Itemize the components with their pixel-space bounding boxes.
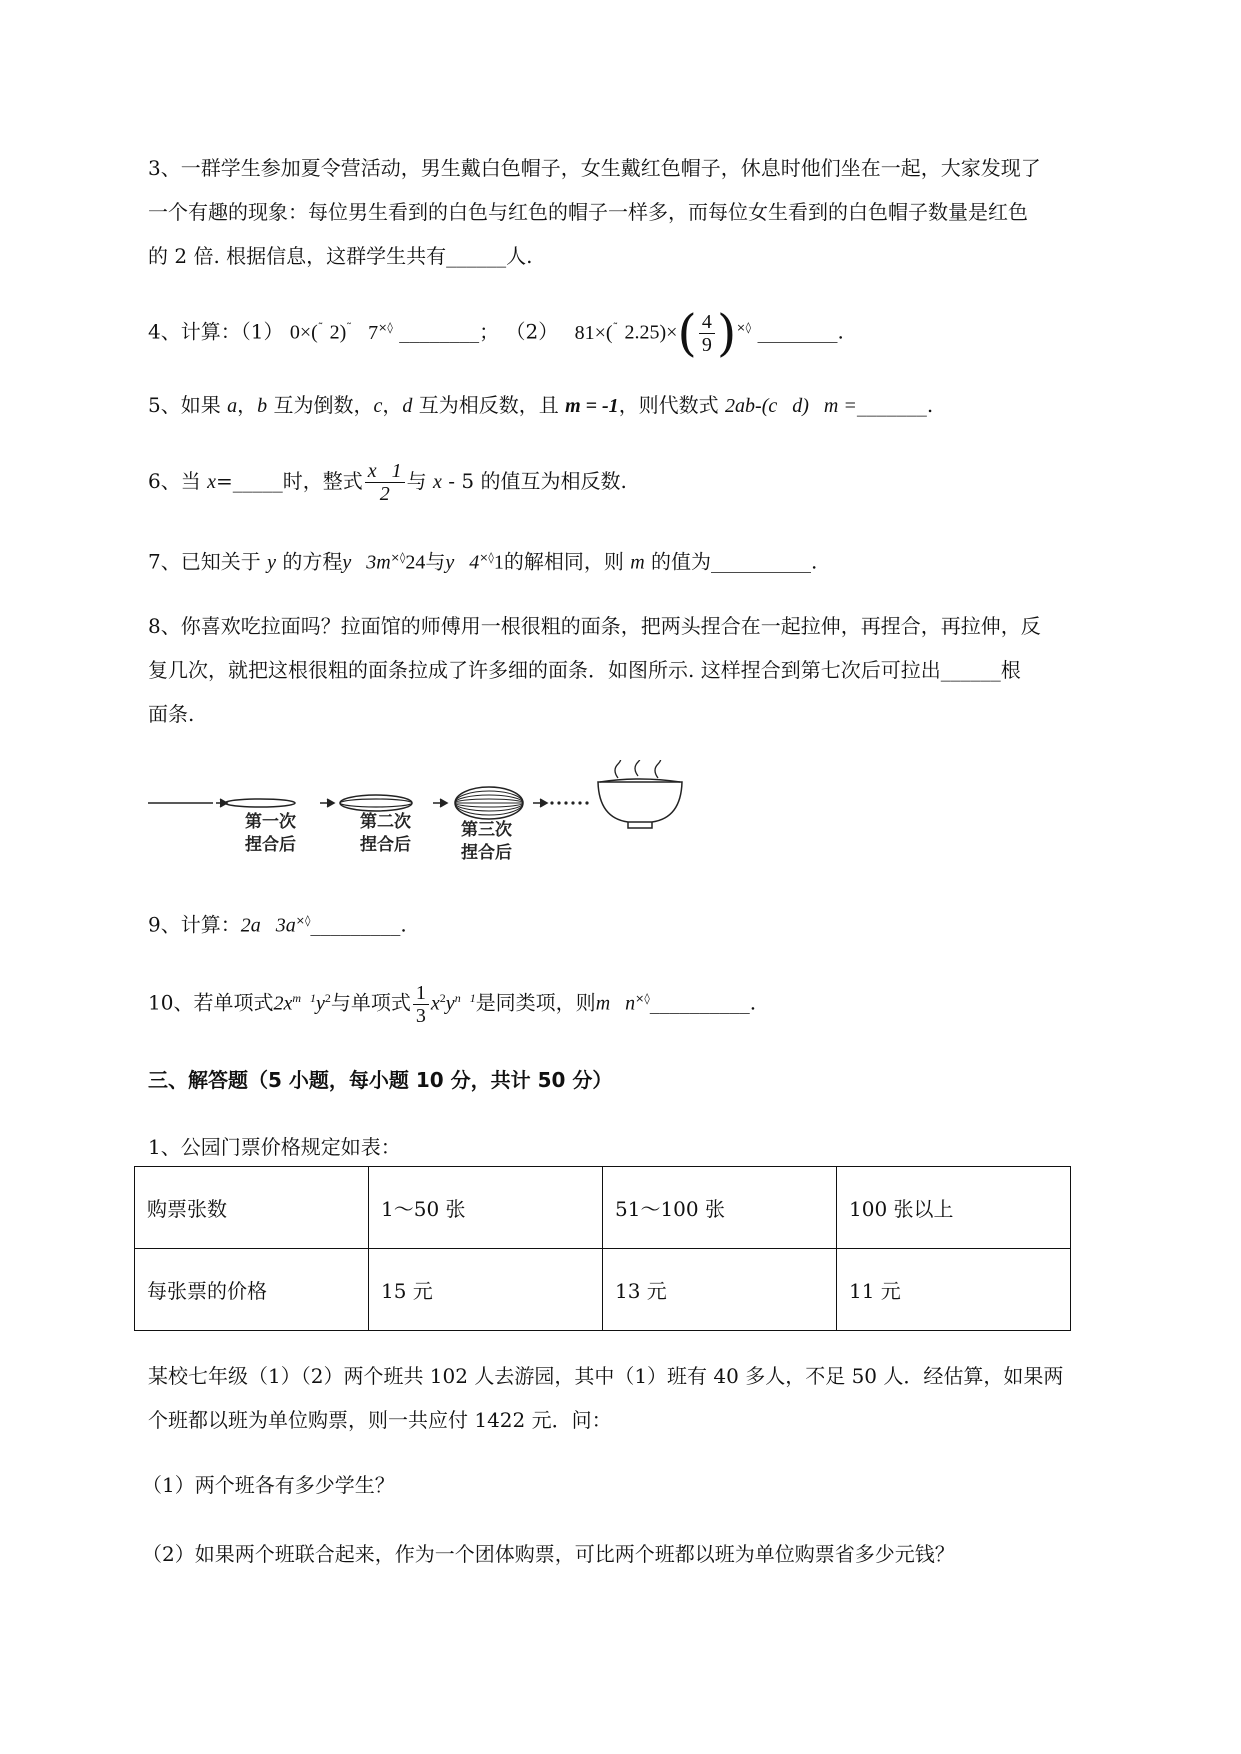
question-8-line-1: 8、你喜欢吃拉面吗？拉面馆的师傅用一根很粗的面条，把两头捏合在一起拉伸，再捏合，再拉伸，反 bbox=[148, 614, 1041, 638]
problem-1-line-1: 某校七年级（1）（2）两个班共 102 人去游园，其中（1）班有 40 多人，不足 50 人．经估算，如果两 bbox=[148, 1364, 1064, 1388]
question-7-text: 与 bbox=[425, 549, 446, 574]
bowl-icon bbox=[598, 760, 682, 828]
noodle-figure bbox=[148, 760, 708, 875]
question-7-text: 的方程 bbox=[275, 549, 343, 574]
ticket-price-table bbox=[134, 1166, 1071, 1331]
var-b: b bbox=[257, 395, 268, 417]
question-8-line-3: 面条. bbox=[148, 702, 195, 726]
question-10-text: 是同类项，则 bbox=[475, 990, 596, 1015]
monomial-2-exponent: 2 bbox=[439, 991, 446, 1005]
question-4-expr-1b: 2) bbox=[329, 321, 347, 344]
noodle-loop-3 bbox=[455, 787, 523, 819]
question-8-line-2: 复几次，就把这根很粗的面条拉成了许多细的面条．如图所示. 这样捏合到第七次后可拉出______根 bbox=[148, 658, 1021, 682]
var-d: d bbox=[402, 395, 413, 417]
question-7-text: 的值为__________. bbox=[644, 549, 818, 574]
question-6-text: 与 bbox=[406, 469, 433, 493]
question-10-fraction bbox=[413, 982, 429, 1027]
dots-icon bbox=[550, 801, 588, 804]
table-cell: 1～50 张 bbox=[369, 1167, 603, 1249]
fraction-numerator: x 1 bbox=[365, 460, 405, 483]
monomial-1-y-exponent: 2 bbox=[324, 991, 331, 1005]
noodle-loop-1 bbox=[225, 799, 295, 807]
figure-label-3a: 第三次 bbox=[461, 820, 512, 840]
figure-label-2b: 捏合后 bbox=[360, 835, 411, 855]
var-x: x bbox=[207, 471, 216, 493]
noodle-loop-2-inner bbox=[340, 799, 412, 807]
question-8 bbox=[148, 610, 1148, 731]
left-paren-icon: ( bbox=[677, 304, 697, 363]
question-9-expression: 2a 3a bbox=[240, 914, 296, 937]
arrow-icon bbox=[533, 799, 547, 807]
question-5-text: ， bbox=[237, 393, 258, 417]
question-4-prefix: 4、计算：（1） bbox=[148, 319, 284, 344]
arrow-icon bbox=[433, 799, 447, 807]
question-6 bbox=[148, 458, 1148, 505]
question-5 bbox=[148, 389, 1148, 423]
question-7-text: 的解相同，则 bbox=[503, 549, 631, 574]
table-cell: 购票张数 bbox=[135, 1167, 369, 1249]
question-7-text: 7、已知关于 bbox=[148, 549, 268, 574]
table-cell: 11 元 bbox=[837, 1249, 1071, 1331]
right-paren-icon: ) bbox=[716, 304, 737, 363]
question-10-expression: m n bbox=[595, 992, 636, 1015]
monomial-2-y-exponent: n 1 bbox=[454, 991, 476, 1005]
table-cell: 13 元 bbox=[603, 1249, 837, 1331]
figure-label-1a: 第一次 bbox=[245, 812, 296, 832]
question-9: 9、计算：2a 3a×◊_________. bbox=[148, 912, 407, 937]
algebraic-expression: 2ab-(c d) m = bbox=[725, 395, 857, 417]
monomial-2-y: y bbox=[445, 992, 455, 1015]
question-4-expr-1c: 7 bbox=[368, 321, 379, 344]
figure-label-1b: 捏合后 bbox=[245, 835, 296, 855]
question-5-text: ， bbox=[382, 393, 403, 417]
monomial-2: x bbox=[430, 992, 440, 1015]
table-cell: 100 张以上 bbox=[837, 1167, 1071, 1249]
question-7: 7、已知关于 y 的方程y 3m×◊24与y 4×◊1的解相同，则 m 的值为__________. bbox=[148, 549, 818, 574]
fraction-denominator: 9 bbox=[701, 333, 712, 356]
equation-1: y 3m bbox=[342, 551, 391, 574]
question-4: 4、计算：（1） 0×(˜ 2)˜ 7×◊ ________； （2） 81×(˜ 2.25)×( $\frac{4}{9}$ )×◊ ________. bbox=[148, 304, 844, 363]
fraction-denominator: 2 bbox=[379, 483, 390, 505]
question-10-blank: __________. bbox=[649, 990, 757, 1015]
question-6-fraction bbox=[365, 460, 405, 505]
var-m: m bbox=[630, 551, 645, 574]
figure-label-2a: 第二次 bbox=[360, 812, 411, 832]
question-4-fraction bbox=[699, 311, 715, 356]
var-a: a bbox=[227, 395, 238, 417]
fraction-numerator: 4 bbox=[699, 311, 715, 334]
question-9-blank: _________. bbox=[310, 912, 407, 937]
var-y: y bbox=[267, 551, 276, 574]
problem-1-paragraph bbox=[148, 1360, 1148, 1437]
problem-1-line-2: 个班都以班为单位购票，则一共应付 1422 元．问： bbox=[148, 1408, 612, 1432]
question-4-expr-1a: 0×( bbox=[289, 321, 318, 344]
var-x: x bbox=[433, 471, 442, 493]
question-4-expr-2a: 81×( bbox=[574, 321, 613, 344]
question-6-text: =_____时，整式 bbox=[215, 469, 363, 493]
question-4-blank-2: ________. bbox=[757, 319, 844, 344]
question-5-text: 互为倒数， bbox=[267, 393, 374, 417]
question-5-blank: _______. bbox=[856, 393, 934, 417]
equation-1-rhs: 24 bbox=[405, 551, 426, 574]
question-4-part-2: （2） bbox=[505, 319, 559, 344]
equation-2-rhs: 1 bbox=[493, 551, 504, 574]
question-10-text: 与单项式 bbox=[330, 990, 411, 1015]
table-cell: 15 元 bbox=[369, 1249, 603, 1331]
question-4-expr-2b: 2.25)× bbox=[624, 321, 678, 344]
question-10: 10、若单项式$2x^{m 1}y^2$与单项式 $\frac{1}{3}$ $x^2y^{n 1}$是同类项，则m n×◊__________. bbox=[148, 981, 757, 1027]
problem-1-intro: 1、公园门票价格规定如表： bbox=[148, 1135, 401, 1159]
question-4-blank-1: ________； bbox=[399, 319, 500, 344]
monomial-1-y: y bbox=[316, 992, 325, 1015]
table-row bbox=[135, 1249, 1071, 1331]
table-cell: 每张票的价格 bbox=[135, 1249, 369, 1331]
question-9-prefix: 9、计算： bbox=[148, 912, 241, 937]
question-3-line-1: 3、一群学生参加夏令营活动，男生戴白色帽子，女生戴红色帽子，休息时他们坐在一起，大家发现了 bbox=[148, 156, 1041, 180]
table-cell: 51～100 张 bbox=[603, 1167, 837, 1249]
question-3-line-3: 的 2 倍. 根据信息，这群学生共有______人. bbox=[148, 244, 533, 268]
question-3-line-2: 一个有趣的现象：每位男生看到的白色与红色的帽子一样多，而每位女生看到的白色帽子数量是红色 bbox=[148, 200, 1028, 224]
monomial-1-exponent: m 1 bbox=[292, 991, 317, 1005]
question-5-text: 互为相反数，且 bbox=[412, 393, 566, 417]
problem-1-sub-2: （2）如果两个班联合起来，作为一个团体购票，可比两个班都以班为单位购票省多少元钱？ bbox=[142, 1542, 955, 1566]
question-3 bbox=[148, 152, 1148, 273]
equation-2: y 4 bbox=[445, 551, 480, 574]
var-c: c bbox=[373, 395, 383, 417]
question-6-text: - 5 的值互为相反数. bbox=[441, 469, 627, 493]
table-row bbox=[135, 1167, 1071, 1249]
problem-1-sub-1: （1）两个班各有多少学生？ bbox=[142, 1473, 395, 1497]
arrow-icon bbox=[320, 799, 334, 807]
figure-label-3b: 捏合后 bbox=[461, 843, 512, 863]
question-5-text: 5、如果 bbox=[148, 393, 228, 417]
condition-m: m = -1 bbox=[565, 395, 619, 417]
question-10-text: 10、若单项式 bbox=[148, 990, 274, 1015]
question-5-text: ，则代数式 bbox=[618, 393, 726, 417]
fraction-numerator: 1 bbox=[413, 982, 429, 1005]
fraction-denominator: 3 bbox=[415, 1004, 426, 1027]
section-heading: 三、解答题（5 小题，每小题 10 分，共计 50 分） bbox=[148, 1068, 613, 1092]
monomial-1: 2x bbox=[273, 992, 293, 1015]
question-6-text: 6、当 bbox=[148, 469, 208, 493]
noodle-loop-2 bbox=[340, 795, 412, 811]
